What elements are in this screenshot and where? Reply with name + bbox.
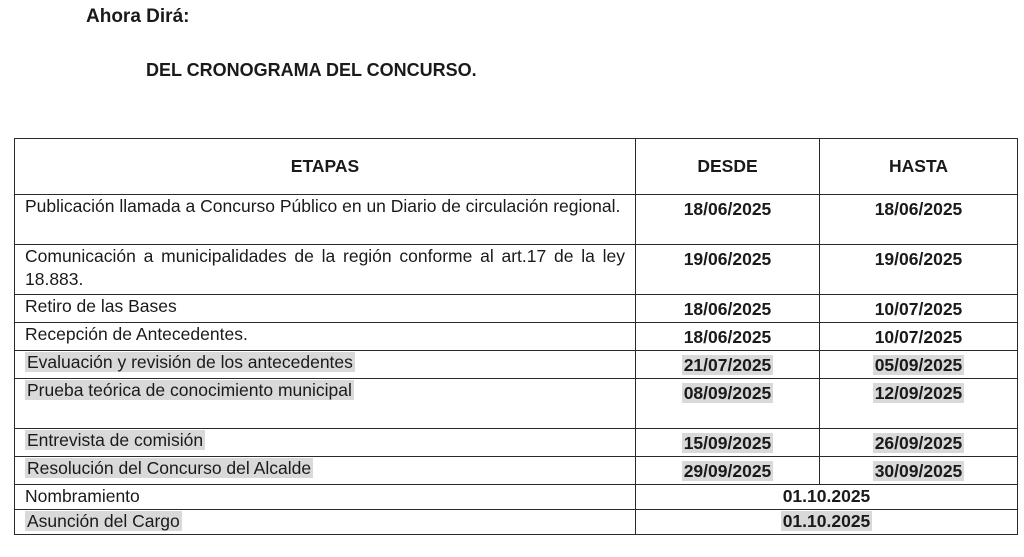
etapa-cell: Comunicación a municipalidades de la región conforme al art.17 de la ley 18.883. bbox=[15, 245, 636, 295]
hasta-text: 05/09/2025 bbox=[874, 355, 963, 375]
hasta-text: 30/09/2025 bbox=[874, 461, 963, 481]
heading: Ahora Dirá: bbox=[86, 6, 190, 27]
fecha-text: 01.10.2025 bbox=[782, 511, 871, 531]
fecha-cell: 01.10.2025 bbox=[636, 485, 1018, 510]
table-row bbox=[15, 323, 1018, 351]
header-etapas: ETAPAS bbox=[15, 139, 636, 195]
table-row bbox=[15, 510, 1018, 535]
table-row bbox=[15, 195, 1018, 245]
desde-cell bbox=[636, 457, 820, 485]
etapa-cell bbox=[15, 429, 636, 457]
desde-cell: 18/06/2025 bbox=[636, 295, 820, 323]
etapa-text: Prueba teórica de conocimiento municipal bbox=[27, 380, 352, 400]
hasta-cell: 19/06/2025 bbox=[820, 245, 1018, 295]
etapa-cell bbox=[15, 510, 636, 535]
hasta-cell bbox=[820, 351, 1018, 379]
table-row bbox=[15, 429, 1018, 457]
table-row bbox=[15, 379, 1018, 429]
hasta-cell bbox=[820, 457, 1018, 485]
etapa-text: Evaluación y revisión de los antecedentes bbox=[27, 352, 353, 372]
desde-text: 29/09/2025 bbox=[683, 461, 772, 481]
table-row bbox=[15, 245, 1018, 295]
etapa-cell: Nombramiento bbox=[15, 485, 636, 510]
table-row bbox=[15, 457, 1018, 485]
header-hasta: HASTA bbox=[820, 139, 1018, 195]
table-row bbox=[15, 295, 1018, 323]
fecha-cell bbox=[636, 510, 1018, 535]
header-desde: DESDE bbox=[636, 139, 820, 195]
desde-cell bbox=[636, 429, 820, 457]
table-row bbox=[15, 351, 1018, 379]
etapa-cell bbox=[15, 351, 636, 379]
desde-cell: 19/06/2025 bbox=[636, 245, 820, 295]
hasta-text: 26/09/2025 bbox=[874, 433, 963, 453]
schedule-table bbox=[14, 138, 1018, 535]
desde-cell: 18/06/2025 bbox=[636, 323, 820, 351]
etapa-cell: Recepción de Antecedentes. bbox=[15, 323, 636, 351]
hasta-text: 12/09/2025 bbox=[874, 383, 963, 403]
hasta-cell bbox=[820, 379, 1018, 429]
desde-text: 15/09/2025 bbox=[683, 433, 772, 453]
etapa-text: Entrevista de comisión bbox=[27, 430, 204, 450]
etapa-cell bbox=[15, 457, 636, 485]
etapa-cell bbox=[15, 379, 636, 429]
table-header-row bbox=[15, 139, 1018, 195]
desde-cell bbox=[636, 379, 820, 429]
etapa-text: Resolución del Concurso del Alcalde bbox=[27, 458, 312, 478]
etapa-text: Asunción del Cargo bbox=[27, 511, 180, 531]
hasta-cell: 10/07/2025 bbox=[820, 323, 1018, 351]
hasta-cell: 10/07/2025 bbox=[820, 295, 1018, 323]
etapa-cell: Publicación llamada a Concurso Público en un Diario de circulación regional. bbox=[15, 195, 636, 245]
desde-text: 21/07/2025 bbox=[683, 355, 772, 375]
table-row bbox=[15, 485, 1018, 510]
section-title: DEL CRONOGRAMA DEL CONCURSO. bbox=[146, 60, 477, 80]
etapa-cell: Retiro de las Bases bbox=[15, 295, 636, 323]
desde-text: 08/09/2025 bbox=[683, 383, 772, 403]
hasta-cell bbox=[820, 429, 1018, 457]
desde-cell: 18/06/2025 bbox=[636, 195, 820, 245]
hasta-cell: 18/06/2025 bbox=[820, 195, 1018, 245]
desde-cell bbox=[636, 351, 820, 379]
